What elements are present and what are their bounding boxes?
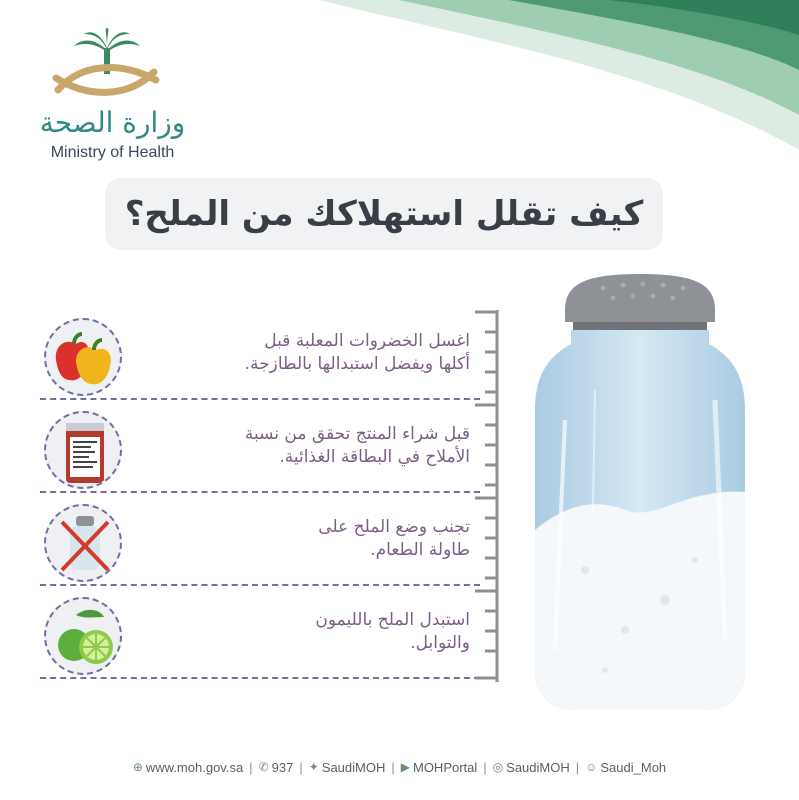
footer-website-text: www.moh.gov.sa	[145, 759, 244, 775]
tip-separator	[40, 491, 480, 493]
footer-phone[interactable]	[259, 760, 294, 775]
footer-divider: |	[391, 759, 395, 775]
tip-line-1: استبدل الملح بالليمون	[315, 610, 470, 630]
canned-food-label-icon	[46, 413, 122, 489]
youtube-icon: ▶	[400, 760, 410, 774]
tip-separator	[40, 584, 480, 586]
green-swoosh-decoration	[279, 0, 799, 160]
footer-divider: |	[575, 759, 580, 775]
footer-twitter[interactable]	[309, 760, 386, 775]
tip-line-2: والتوابل.	[410, 633, 470, 653]
tip-separator	[40, 677, 480, 679]
logo-arabic-name: وزارة الصحة	[39, 106, 186, 139]
tip-line-2: الأملاح في البطاقة الغذائية.	[279, 447, 470, 467]
tips-list	[40, 310, 510, 680]
contact-footer	[0, 755, 799, 779]
tip-separator	[40, 398, 480, 400]
tip-item-wash-vegetables	[40, 310, 510, 400]
footer-phone-text: 937	[271, 759, 294, 775]
footer-divider: |	[299, 759, 303, 775]
bell-pepper-icon	[46, 320, 122, 396]
footer-twitter-text: SaudiMOH	[321, 759, 386, 775]
footer-divider: |	[483, 759, 487, 775]
tip-text	[135, 330, 470, 376]
tip-item-lemon-spices	[40, 589, 510, 679]
footer-website[interactable]	[133, 760, 243, 775]
measure-ruler-decoration	[475, 310, 505, 682]
palm-swords-emblem-icon	[52, 28, 162, 106]
tip-line-2: أكلها ويفضل استبدالها بالطازجة.	[244, 354, 470, 374]
footer-snapchat-text: Saudi_Moh	[600, 759, 667, 775]
snapchat-icon: ☺	[585, 760, 598, 774]
globe-icon: ⊕	[132, 760, 143, 774]
crossed-salt-shaker-icon	[46, 506, 122, 582]
tip-item-check-label	[40, 403, 510, 493]
tip-icon-circle	[44, 597, 122, 675]
salt-shaker-illustration	[525, 270, 755, 720]
tip-text	[135, 423, 470, 469]
tip-line-1: اغسل الخضروات المعلبة قبل	[264, 331, 470, 351]
footer-divider: |	[249, 759, 253, 775]
tip-text	[135, 516, 470, 562]
footer-instagram-text: SaudiMOH	[506, 759, 570, 775]
footer-youtube-text: MOHPortal	[412, 759, 478, 775]
footer-youtube[interactable]	[401, 760, 478, 775]
tip-item-no-table-salt	[40, 496, 510, 586]
footer-snapchat[interactable]	[585, 760, 666, 775]
tip-icon-circle	[44, 318, 122, 396]
tip-line-1: تجنب وضع الملح على	[318, 517, 470, 537]
logo-english-name: Ministry of Health	[50, 144, 175, 161]
lime-icon	[46, 599, 122, 675]
title-banner	[105, 178, 663, 250]
twitter-icon: ✦	[308, 760, 319, 774]
tip-line-1: قبل شراء المنتج تحقق من نسبة	[244, 424, 470, 444]
instagram-icon: ◎	[492, 760, 504, 774]
phone-icon: ✆	[258, 760, 269, 774]
tip-line-2: طاولة الطعام.	[370, 540, 470, 560]
ministry-logo	[22, 28, 192, 168]
tip-icon-circle	[44, 411, 122, 489]
tip-text	[135, 609, 470, 655]
tip-icon-circle	[44, 504, 122, 582]
page-title: كيف تقلل استهلاكك من الملح؟	[124, 194, 644, 234]
footer-instagram[interactable]	[493, 760, 570, 775]
